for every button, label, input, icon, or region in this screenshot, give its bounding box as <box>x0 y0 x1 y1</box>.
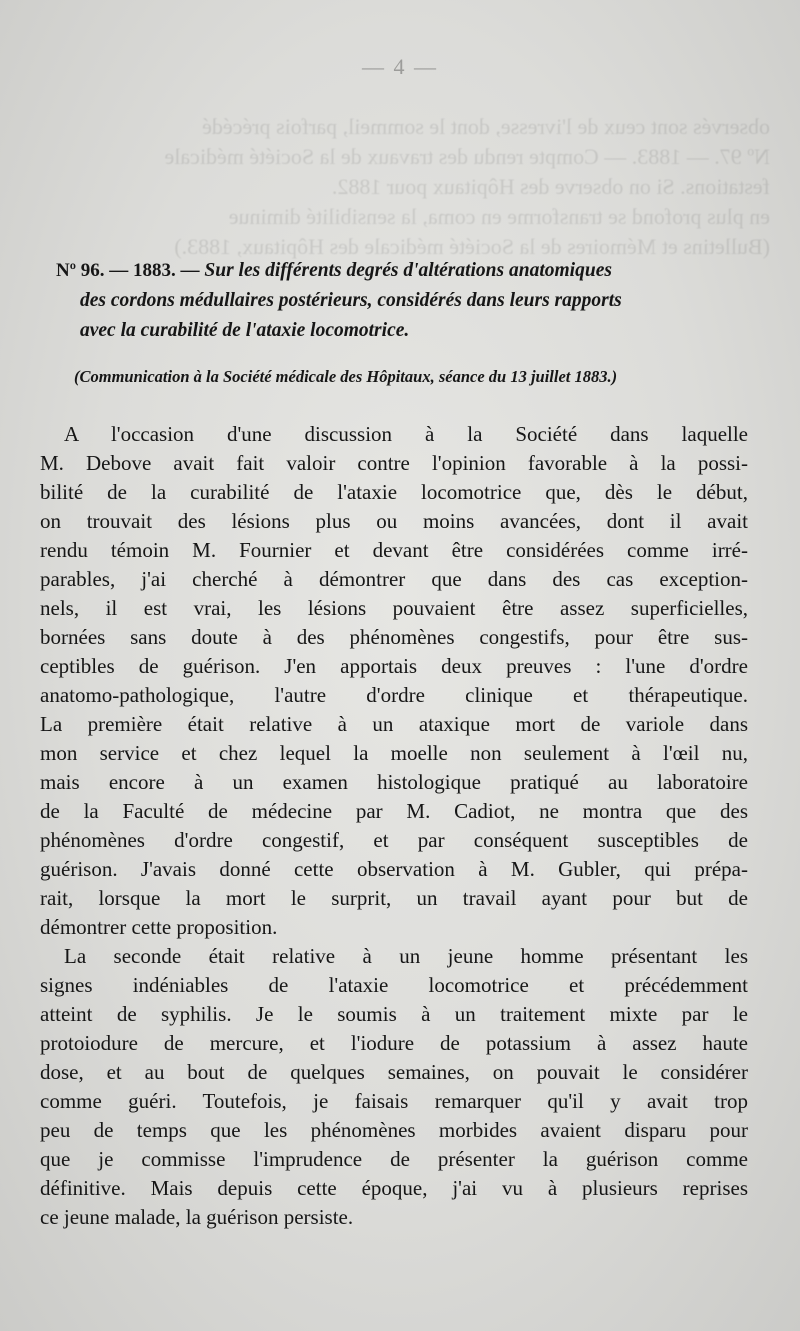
text-line: comme guéri. Toutefois, je faisais remarquer qu'il y avait trop <box>40 1089 748 1113</box>
text-line: anatomo-pathologique, l'autre d'ordre clinique et thérapeutique. <box>40 683 748 707</box>
text-line: bilité de la curabilité de l'ataxie locomotrice que, dès le début, <box>40 480 748 504</box>
entry-source: (Communication à la Société médicale des Hôpitaux, séance du 13 juillet 1883.) <box>74 367 618 386</box>
text-line: mon service et chez lequel la moelle non seulement à l'œil nu, <box>40 741 748 765</box>
text-line: parables, j'ai cherché à démontrer que dans des cas exception- <box>40 567 748 591</box>
entry-number: Nº 96. — 1883. — <box>56 260 200 281</box>
text-line: rait, lorsque la mort le surprit, un travail ayant pour but de <box>40 886 748 910</box>
entry-title-line-3: avec la curabilité de l'ataxie locomotrice. <box>80 320 410 341</box>
text-line: que je commisse l'imprudence de présenter la guérison comme <box>40 1147 748 1171</box>
text-line: La seconde était relative à un jeune homme présentant les <box>64 944 748 968</box>
text-line: bornées sans doute à des phénomènes congestifs, pour être sus- <box>40 625 748 649</box>
entry-title-line-2: des cordons médullaires postérieurs, considérés dans leurs rapports <box>80 290 622 311</box>
text-line: définitive. Mais depuis cette époque, j'ai vu à plusieurs reprises <box>40 1176 748 1200</box>
show-through-decoration: observés sont ceux de l'ivresse, dont le sommeil, parfois précédé Nº 97. — 1883. — Compte rendu des travaux de la Société médicale festations. Si on observe des Hôpitaux pour 1882. en plus profond se transforme en coma, la sensibilité diminue (Bulletins et Mémoires de la Société médicale des Hôpitaux, 1883.) <box>164 114 770 259</box>
text-line: La première était relative à un ataxique mort de variole dans <box>40 712 748 736</box>
text-line: atteint de syphilis. Je le soumis à un traitement mixte par le <box>40 1002 748 1026</box>
text-line: M. Debove avait fait valoir contre l'opinion favorable à la possi- <box>40 451 748 475</box>
text-line: ceptibles de guérison. J'en apportais deux preuves : l'une d'ordre <box>40 654 748 678</box>
paragraph-1 <box>40 420 748 942</box>
text-line: on trouvait des lésions plus ou moins avancées, dont il avait <box>40 509 748 533</box>
entry-title-line-1: Sur les différents degrés d'altérations anatomiques <box>204 260 612 281</box>
text-line: mais encore à un examen histologique pratiqué au laboratoire <box>40 770 748 794</box>
text-line: de la Faculté de médecine par M. Cadiot, ne montra que des <box>40 799 748 823</box>
text-line: protoiodure de mercure, et l'iodure de potassium à assez haute <box>40 1031 748 1055</box>
entry-heading <box>56 256 746 346</box>
text-line: A l'occasion d'une discussion à la Société dans laquelle <box>64 422 748 446</box>
paragraph-2 <box>40 942 748 1232</box>
text-line: phénomènes d'ordre congestif, et par conséquent susceptibles de <box>40 828 748 852</box>
text-line: signes indéniables de l'ataxie locomotrice et précédemment <box>40 973 748 997</box>
text-line: dose, et au bout de quelques semaines, on pouvait le considérer <box>40 1060 748 1084</box>
text-line: guérison. J'avais donné cette observation à M. Gubler, qui prépa- <box>40 857 748 881</box>
text-line: rendu témoin M. Fournier et devant être considérées comme irré- <box>40 538 748 562</box>
text-line: nels, il est vrai, les lésions pouvaient être assez superficielles, <box>40 596 748 620</box>
text-line: ce jeune malade, la guérison persiste. <box>40 1205 354 1229</box>
text-line: peu de temps que les phénomènes morbides avaient disparu pour <box>40 1118 748 1142</box>
body-text <box>40 420 748 1232</box>
text-line: démontrer cette proposition. <box>40 915 278 939</box>
page-number: — 4 — <box>362 54 438 79</box>
